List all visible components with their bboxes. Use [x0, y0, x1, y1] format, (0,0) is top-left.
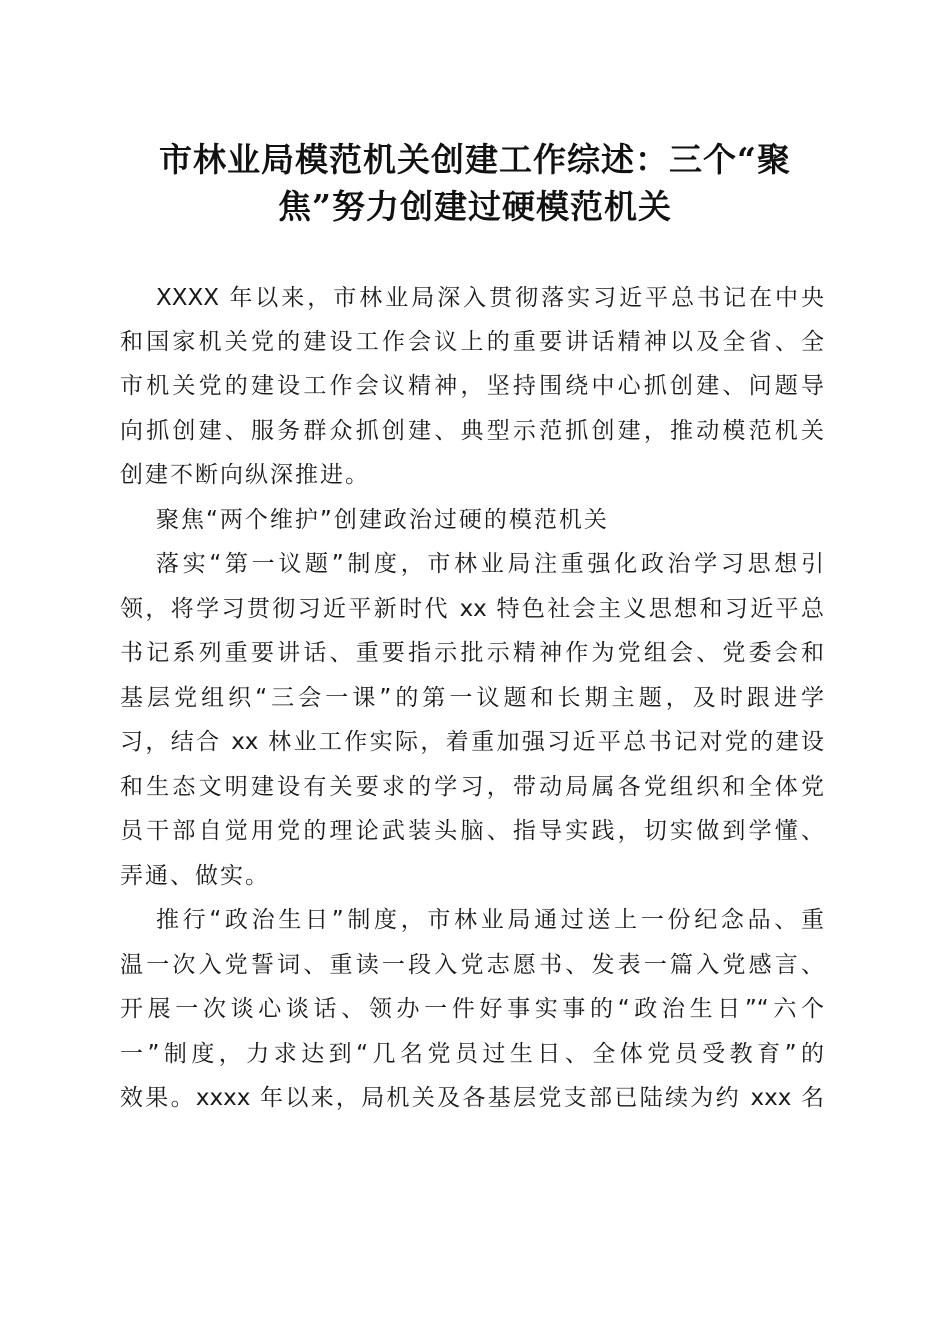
document-title — [120, 136, 830, 230]
body-line: 习，结合 xx 林业工作实际，着重加强习近平总书记对党的建设 — [120, 729, 824, 755]
body-line: 推行“政治生日”制度，市林业局通过送上一份纪念品、重 — [156, 907, 824, 933]
body-line: 领，将学习贯彻习近平新时代 xx 特色社会主义思想和习近平总 — [120, 596, 824, 622]
section-heading: 聚焦“两个维护”创建政治过硬的模范机关 — [156, 507, 609, 533]
body-line: 效果。xxxx 年以来，局机关及各基层党支部已陆续为约 xxx 名 — [120, 1085, 824, 1111]
body-line: 书记系列重要讲话、重要指示批示精神作为党组会、党委会和 — [120, 640, 824, 666]
body-line: 开展一次谈心谈话、领办一件好事实事的“政治生日”“六个 — [120, 996, 824, 1022]
title-line-1: 市林业局模范机关创建工作综述：三个“聚 — [159, 140, 791, 179]
body-line: 和生态文明建设有关要求的学习，带动局属各党组织和全体党 — [120, 774, 824, 800]
body-line: 向抓创建、服务群众抓创建、典型示范抓创建，推动模范机关 — [120, 418, 824, 444]
title-line-2: 焦”努力创建过硬模范机关 — [278, 187, 672, 226]
body-line: 基层党组织“三会一课”的第一议题和长期主题，及时跟进学 — [120, 685, 824, 711]
body-line: 员干部自觉用党的理论武装头脑、指导实践，切实做到学懂、 — [120, 818, 824, 844]
body-line: 创建不断向纵深推进。 — [120, 462, 370, 488]
body-line: XXXX 年以来，市林业局深入贯彻落实习近平总书记在中央 — [156, 285, 824, 311]
body-line: 一”制度，力求达到“几名党员过生日、全体党员受教育”的 — [120, 1041, 824, 1067]
body-line: 市机关党的建设工作会议精神，坚持围绕中心抓创建、问题导 — [120, 373, 824, 399]
body-line: 和国家机关党的建设工作会议上的重要讲话精神以及全省、全 — [120, 329, 824, 355]
body-line: 落实“第一议题”制度，市林业局注重强化政治学习思想引 — [156, 551, 824, 577]
body-line: 温一次入党誓词、重读一段入党志愿书、发表一篇入党感言、 — [120, 952, 824, 978]
body-line: 弄通、做实。 — [120, 863, 270, 889]
